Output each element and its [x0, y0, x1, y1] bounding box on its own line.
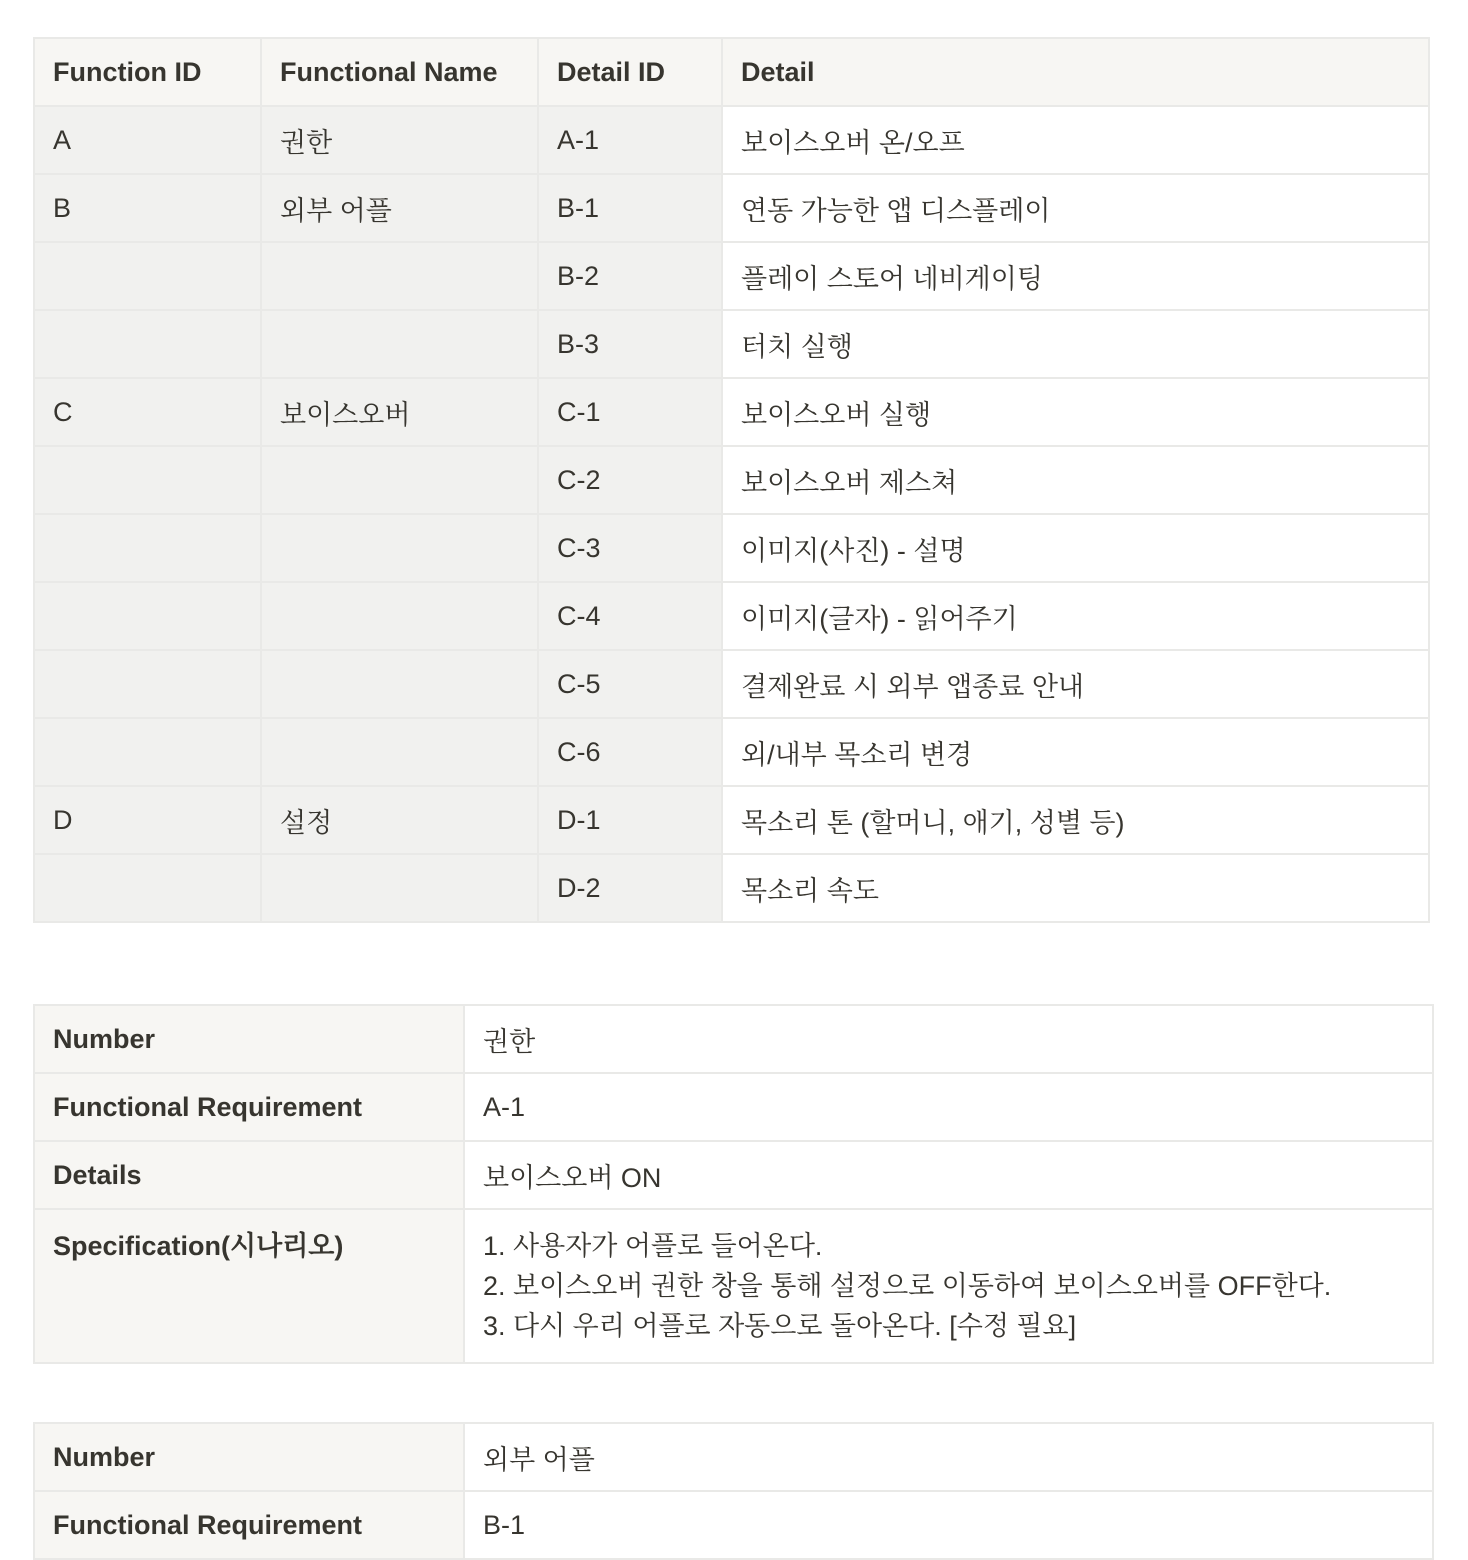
table-row — [34, 514, 1429, 582]
detail-id-cell: B-1 — [538, 174, 722, 242]
detail-cell: 보이스오버 실행 — [722, 378, 1429, 446]
detail-cell: 이미지(사진) - 설명 — [722, 514, 1429, 582]
number-value: 권한 — [464, 1005, 1433, 1073]
functional-name-cell — [261, 582, 538, 650]
table-row — [34, 106, 1429, 174]
detail-id-cell: D-1 — [538, 786, 722, 854]
functional-name-cell: 외부 어플 — [261, 174, 538, 242]
spec-row-number — [34, 1005, 1433, 1073]
details-value: 보이스오버 ON — [464, 1141, 1433, 1209]
requirement-value: B-1 — [464, 1491, 1433, 1559]
table-row — [34, 582, 1429, 650]
functions-table — [33, 37, 1430, 923]
function-id-cell — [34, 446, 261, 514]
header-function-id: Function ID — [34, 38, 261, 106]
functional-name-cell: 보이스오버 — [261, 378, 538, 446]
detail-cell: 외/내부 목소리 변경 — [722, 718, 1429, 786]
detail-cell: 연동 가능한 앱 디스플레이 — [722, 174, 1429, 242]
detail-id-cell: A-1 — [538, 106, 722, 174]
requirement-label: Functional Requirement — [34, 1073, 464, 1141]
function-id-cell — [34, 310, 261, 378]
function-id-cell — [34, 242, 261, 310]
spec-row-requirement — [34, 1491, 1433, 1559]
details-label: Details — [34, 1141, 464, 1209]
scenario-step: 2. 보이스오버 권한 창을 통해 설정으로 이동하여 보이스오버를 OFF한다. — [483, 1271, 1332, 1301]
spec-row-details — [34, 1141, 1433, 1209]
spec-table-permission — [33, 1004, 1434, 1364]
function-id-cell: D — [34, 786, 261, 854]
function-id-cell — [34, 650, 261, 718]
header-functional-name: Functional Name — [261, 38, 538, 106]
table-row — [34, 242, 1429, 310]
table-row — [34, 378, 1429, 446]
functional-name-cell — [261, 854, 538, 922]
function-id-cell: A — [34, 106, 261, 174]
functional-name-cell — [261, 446, 538, 514]
function-id-cell: C — [34, 378, 261, 446]
detail-cell: 보이스오버 온/오프 — [722, 106, 1429, 174]
detail-cell: 목소리 속도 — [722, 854, 1429, 922]
spec-table-external-app — [33, 1422, 1434, 1560]
detail-id-cell: D-2 — [538, 854, 722, 922]
header-detail: Detail — [722, 38, 1429, 106]
detail-id-cell: C-3 — [538, 514, 722, 582]
function-id-cell — [34, 718, 261, 786]
number-label: Number — [34, 1005, 464, 1073]
specification-value — [464, 1209, 1433, 1363]
detail-cell: 터치 실행 — [722, 310, 1429, 378]
function-id-cell — [34, 582, 261, 650]
functional-name-cell — [261, 242, 538, 310]
table-row — [34, 854, 1429, 922]
number-label: Number — [34, 1423, 464, 1491]
table-row — [34, 310, 1429, 378]
table-row — [34, 786, 1429, 854]
table-row — [34, 174, 1429, 242]
requirement-value: A-1 — [464, 1073, 1433, 1141]
function-id-cell — [34, 854, 261, 922]
function-id-cell — [34, 514, 261, 582]
table-row — [34, 718, 1429, 786]
detail-cell: 플레이 스토어 네비게이팅 — [722, 242, 1429, 310]
functional-name-cell: 권한 — [261, 106, 538, 174]
detail-cell: 이미지(글자) - 읽어주기 — [722, 582, 1429, 650]
detail-id-cell: C-6 — [538, 718, 722, 786]
table-row — [34, 446, 1429, 514]
scenario-step: 1. 사용자가 어플로 들어온다. — [483, 1231, 823, 1261]
detail-cell: 결제완료 시 외부 앱종료 안내 — [722, 650, 1429, 718]
detail-cell: 목소리 톤 (할머니, 애기, 성별 등) — [722, 786, 1429, 854]
spec-row-number — [34, 1423, 1433, 1491]
detail-cell: 보이스오버 제스쳐 — [722, 446, 1429, 514]
spec-row-specification — [34, 1209, 1433, 1363]
function-id-cell: B — [34, 174, 261, 242]
scenario-step: 3. 다시 우리 어플로 자동으로 돌아온다. [수정 필요] — [483, 1311, 1077, 1341]
number-value: 외부 어플 — [464, 1423, 1433, 1491]
functional-name-cell: 설정 — [261, 786, 538, 854]
spec-row-requirement — [34, 1073, 1433, 1141]
specification-label: Specification(시나리오) — [34, 1209, 464, 1363]
detail-id-cell: C-5 — [538, 650, 722, 718]
functional-name-cell — [261, 650, 538, 718]
detail-id-cell: B-3 — [538, 310, 722, 378]
requirement-label: Functional Requirement — [34, 1491, 464, 1559]
functional-name-cell — [261, 718, 538, 786]
table-row — [34, 650, 1429, 718]
table-header-row — [34, 38, 1429, 106]
functional-name-cell — [261, 514, 538, 582]
header-detail-id: Detail ID — [538, 38, 722, 106]
functional-name-cell — [261, 310, 538, 378]
detail-id-cell: C-4 — [538, 582, 722, 650]
detail-id-cell: C-1 — [538, 378, 722, 446]
detail-id-cell: B-2 — [538, 242, 722, 310]
detail-id-cell: C-2 — [538, 446, 722, 514]
